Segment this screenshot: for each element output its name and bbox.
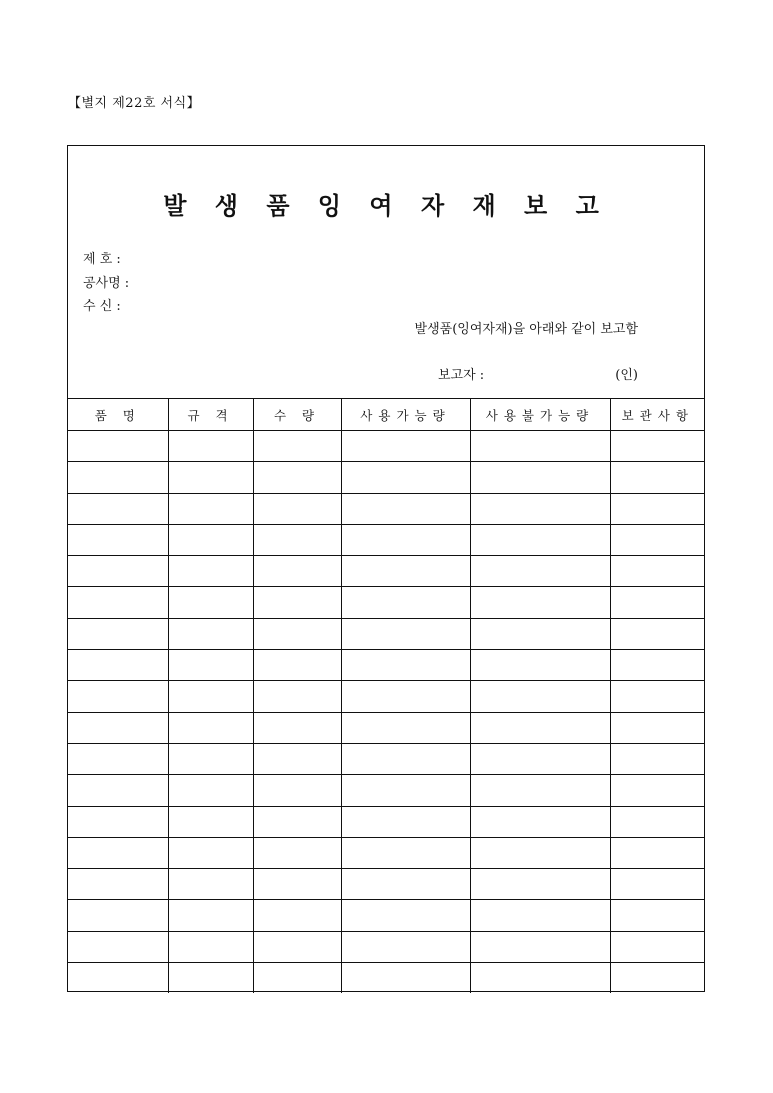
table-cell[interactable] [341,837,470,868]
table-cell[interactable] [168,650,253,681]
header-quantity: 수 량 [253,399,341,431]
table-row [68,931,705,962]
table-row [68,524,705,555]
table-cell[interactable] [470,931,610,962]
table-cell[interactable] [168,837,253,868]
table-cell[interactable] [68,587,168,618]
table-cell[interactable] [610,650,705,681]
table-cell[interactable] [168,931,253,962]
table-cell[interactable] [470,587,610,618]
table-cell[interactable] [253,431,341,462]
table-cell[interactable] [610,775,705,806]
table-row [68,775,705,806]
table-cell[interactable] [253,869,341,900]
table-cell[interactable] [68,712,168,743]
table-cell[interactable] [341,743,470,774]
table-cell[interactable] [470,681,610,712]
table-header-row [68,399,705,431]
table-body [68,431,705,994]
table-cell[interactable] [341,806,470,837]
table-cell[interactable] [470,869,610,900]
table-row [68,462,705,493]
table-cell[interactable] [168,618,253,649]
table-cell[interactable] [168,462,253,493]
table-cell[interactable] [253,493,341,524]
table-cell[interactable] [610,900,705,931]
table-cell[interactable] [341,618,470,649]
table-row [68,618,705,649]
report-form [67,145,705,992]
table-cell[interactable] [253,712,341,743]
table-cell[interactable] [470,900,610,931]
table-cell[interactable] [341,587,470,618]
table-row [68,493,705,524]
table-cell[interactable] [68,869,168,900]
form-header [68,146,704,399]
table-cell[interactable] [253,743,341,774]
table-cell[interactable] [253,837,341,868]
table-cell[interactable] [68,431,168,462]
table-cell[interactable] [68,681,168,712]
table-row [68,431,705,462]
form-reference: 【별지 제22호 서식】 [68,96,201,111]
header-spec: 규 격 [168,399,253,431]
table-cell[interactable] [341,931,470,962]
table-cell[interactable] [610,837,705,868]
table-cell[interactable] [470,806,610,837]
header-usable-qty: 사용가능량 [341,399,470,431]
report-statement: 발생품(잉여자재)을 아래와 같이 보고함 [414,322,638,337]
table-cell[interactable] [253,462,341,493]
table-row [68,587,705,618]
table-row [68,556,705,587]
table-row [68,743,705,774]
table-cell[interactable] [470,743,610,774]
table-row [68,806,705,837]
table-cell[interactable] [341,775,470,806]
table-cell[interactable] [168,712,253,743]
table-cell[interactable] [68,524,168,555]
table-cell[interactable] [341,462,470,493]
table-cell[interactable] [610,587,705,618]
table-cell[interactable] [168,431,253,462]
table-row [68,837,705,868]
surplus-materials-table [68,399,705,993]
seal-label: (인) [615,368,638,383]
table-cell[interactable] [168,900,253,931]
table-cell[interactable] [68,837,168,868]
table-cell[interactable] [610,869,705,900]
table-cell[interactable] [470,431,610,462]
table-cell[interactable] [253,556,341,587]
table-cell[interactable] [610,806,705,837]
table-cell[interactable] [610,431,705,462]
table-cell[interactable] [253,775,341,806]
table-cell[interactable] [253,618,341,649]
table-cell[interactable] [341,963,470,994]
table-cell[interactable] [68,775,168,806]
table-row [68,650,705,681]
table-cell[interactable] [253,650,341,681]
table-cell[interactable] [168,556,253,587]
table-row [68,869,705,900]
table-cell[interactable] [68,650,168,681]
table-cell[interactable] [341,493,470,524]
table-cell[interactable] [68,462,168,493]
table-cell[interactable] [470,775,610,806]
table-cell[interactable] [253,900,341,931]
table-cell[interactable] [610,524,705,555]
table-cell[interactable] [253,587,341,618]
table-cell[interactable] [168,775,253,806]
table-row [68,963,705,994]
table-cell[interactable] [168,806,253,837]
table-cell[interactable] [610,618,705,649]
table-cell[interactable] [341,900,470,931]
header-storage-notes: 보관사항 [610,399,705,431]
table-cell[interactable] [610,556,705,587]
table-cell[interactable] [610,963,705,994]
table-cell[interactable] [470,462,610,493]
table-cell[interactable] [68,743,168,774]
table-cell[interactable] [68,493,168,524]
table-cell[interactable] [68,806,168,837]
table-cell[interactable] [168,743,253,774]
table-cell[interactable] [341,556,470,587]
table-cell[interactable] [68,931,168,962]
table-cell[interactable] [470,837,610,868]
header-unusable-qty: 사용불가능량 [470,399,610,431]
recipient-label: 수 신 : [83,299,121,314]
table-cell[interactable] [68,963,168,994]
table-cell[interactable] [168,681,253,712]
table-cell[interactable] [168,869,253,900]
table-cell[interactable] [470,650,610,681]
table-cell[interactable] [253,681,341,712]
table-cell[interactable] [341,524,470,555]
form-title: 발 생 품 잉 여 자 재 보 고 [163,191,609,220]
table-cell[interactable] [610,931,705,962]
project-name-label: 공사명 : [83,276,130,291]
table-cell[interactable] [341,650,470,681]
table-cell[interactable] [610,743,705,774]
table-cell[interactable] [610,462,705,493]
table-row [68,900,705,931]
table-row [68,681,705,712]
table-cell[interactable] [341,681,470,712]
table-cell[interactable] [253,524,341,555]
doc-number-label: 제 호 : [83,252,121,267]
table-cell[interactable] [253,931,341,962]
table-cell[interactable] [341,869,470,900]
table-cell[interactable] [470,618,610,649]
table-cell[interactable] [68,900,168,931]
table-cell[interactable] [610,712,705,743]
table-cell[interactable] [168,963,253,994]
table-cell[interactable] [470,493,610,524]
table-cell[interactable] [610,493,705,524]
table-cell[interactable] [168,493,253,524]
table-cell[interactable] [341,431,470,462]
table-cell[interactable] [168,587,253,618]
table-cell[interactable] [68,618,168,649]
table-row [68,712,705,743]
table-cell[interactable] [341,712,470,743]
table-cell[interactable] [470,556,610,587]
header-item-name: 품 명 [68,399,168,431]
table-cell[interactable] [253,963,341,994]
table-cell[interactable] [470,712,610,743]
table-cell[interactable] [168,524,253,555]
table-cell[interactable] [253,806,341,837]
table-cell[interactable] [610,681,705,712]
table-cell[interactable] [470,524,610,555]
table-cell[interactable] [68,556,168,587]
table-cell[interactable] [470,963,610,994]
reporter-label: 보고자 : [438,368,485,383]
